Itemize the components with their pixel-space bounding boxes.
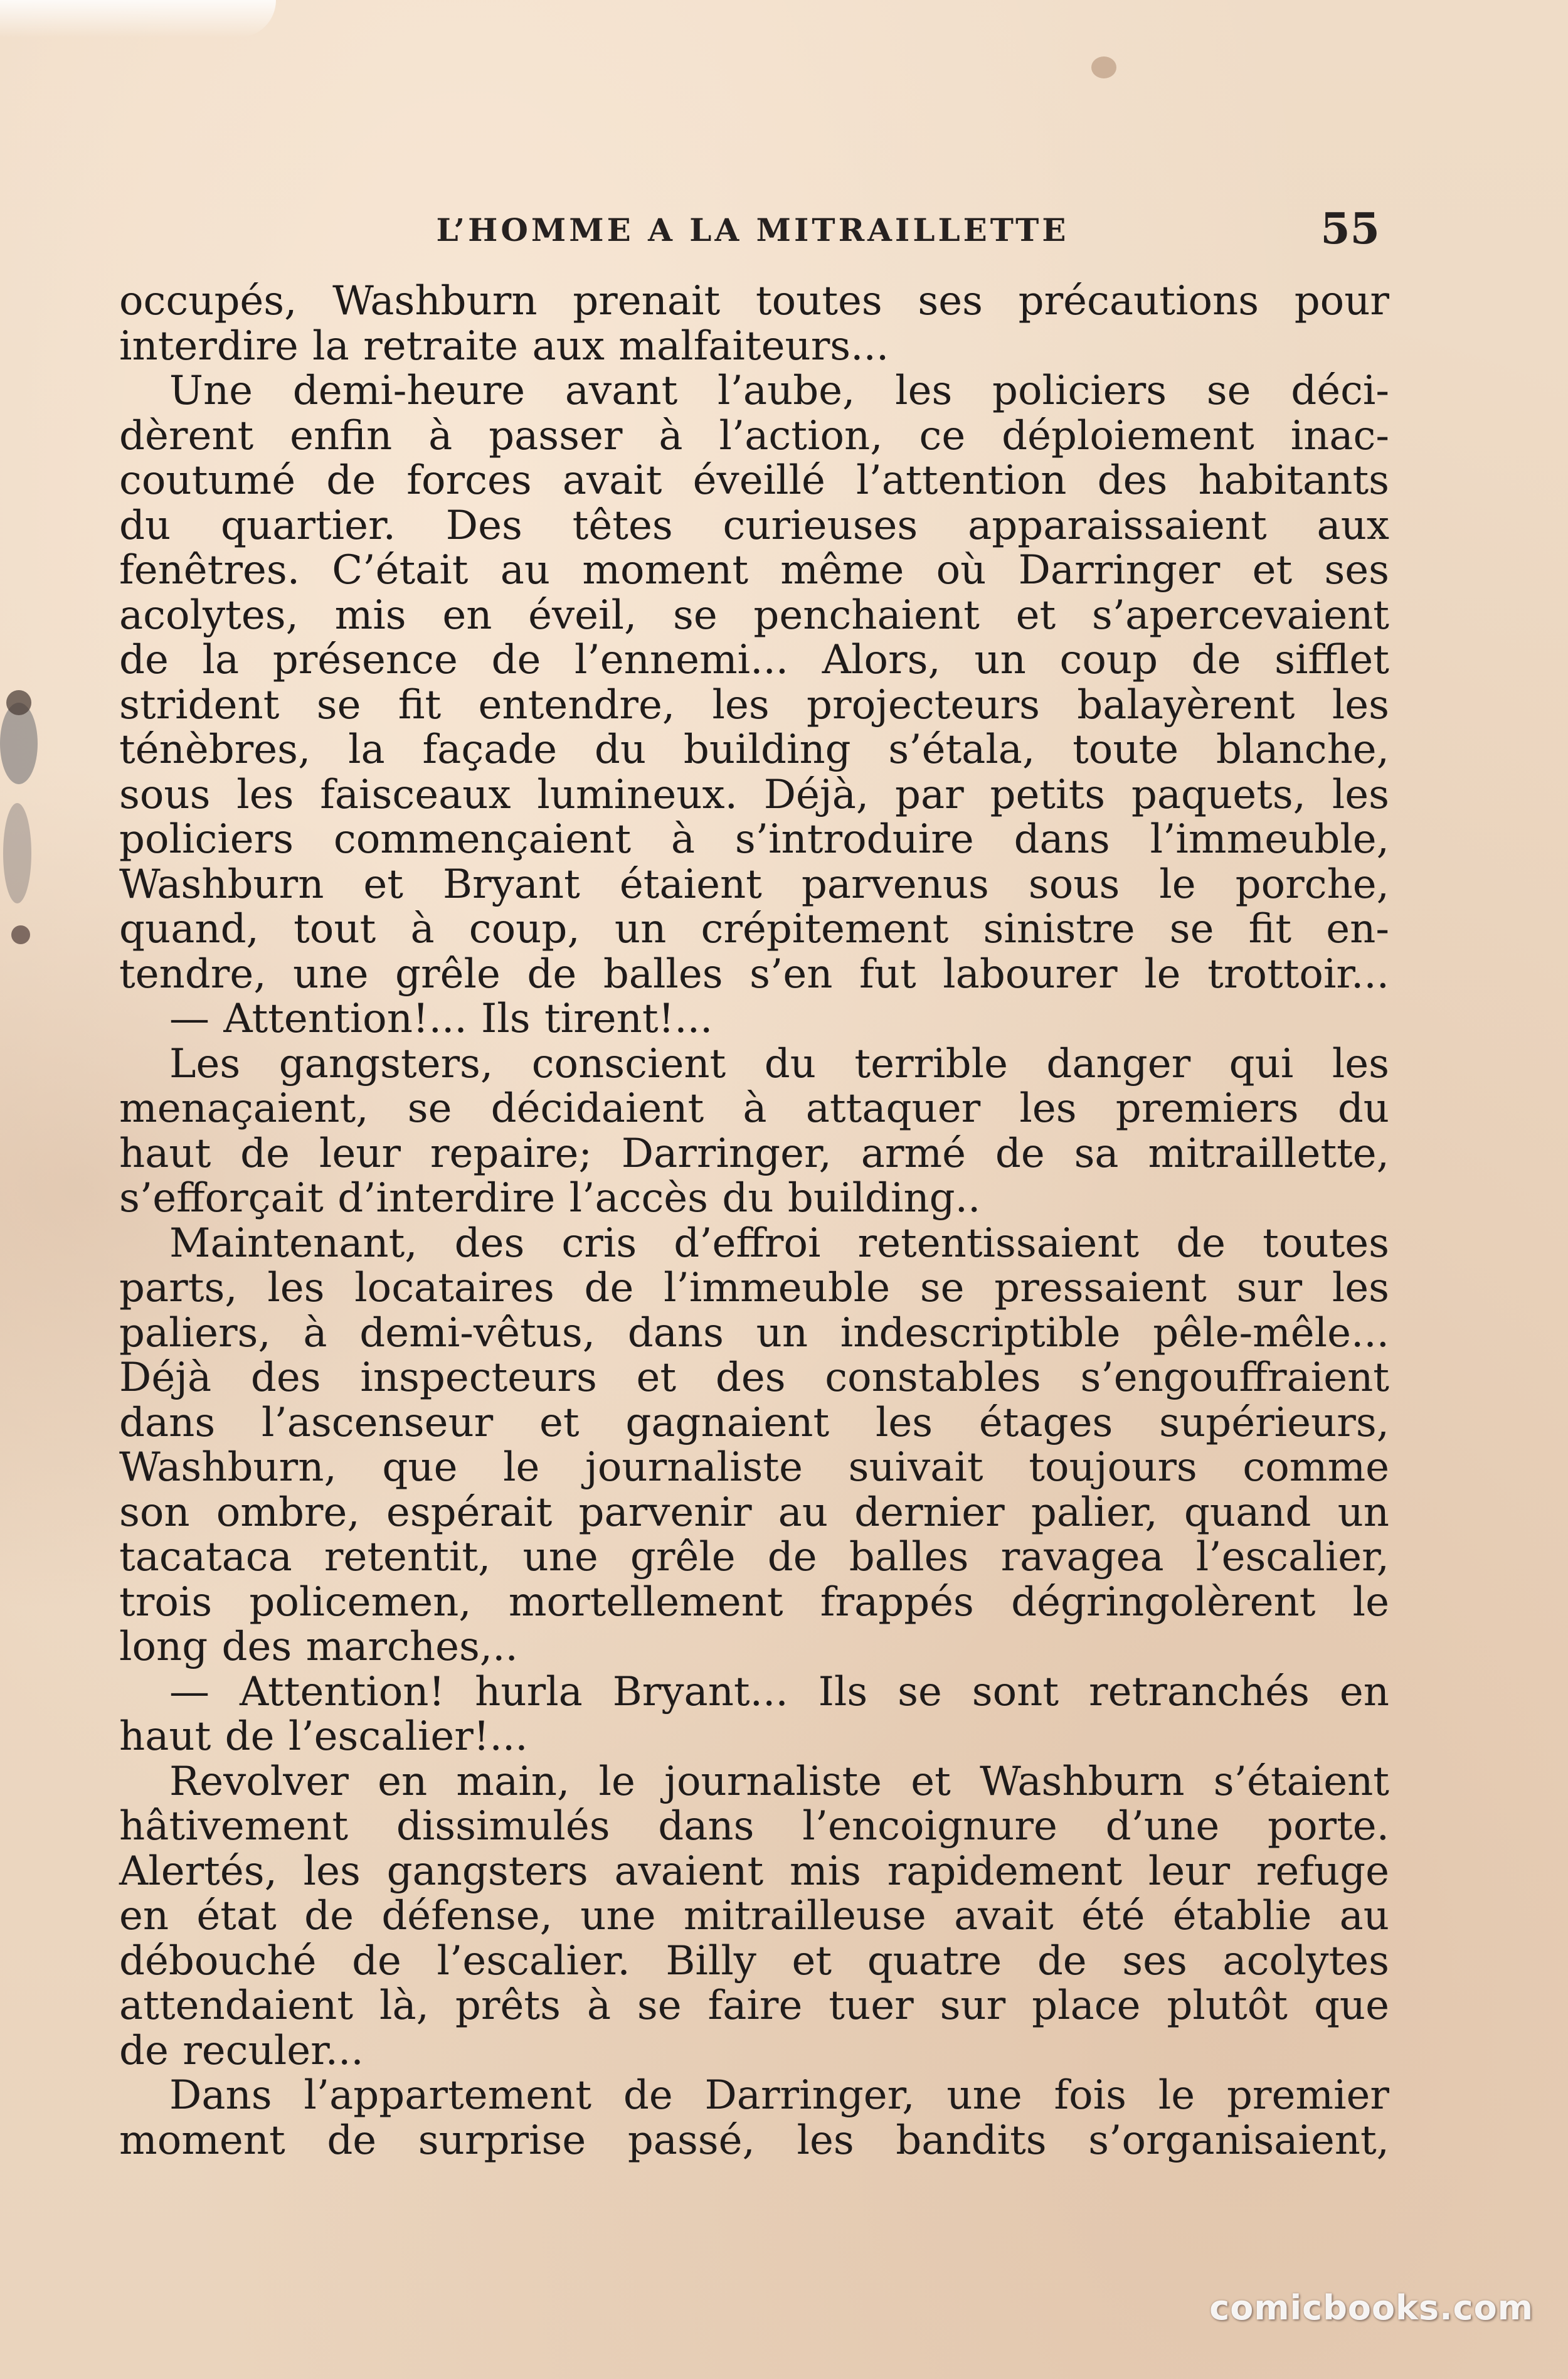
text-line: acolytes, mis en éveil, se penchaient et s’apercevaient xyxy=(119,592,1389,639)
text-line: son ombre, espérait parvenir au dernier palier, quand un xyxy=(119,1489,1389,1536)
page-number: 55 xyxy=(1320,204,1380,254)
page-stain xyxy=(0,703,38,784)
text-line: Maintenant, des cris d’effroi retentissaient de toutes xyxy=(169,1220,1389,1267)
text-line: strident se fit entendre, les projecteurs balayèrent les xyxy=(119,681,1389,728)
text-line: Revolver en main, le journaliste et Washburn s’étaient xyxy=(169,1758,1389,1805)
body-text xyxy=(119,279,1389,2163)
page-stain xyxy=(1091,56,1116,78)
text-line: du quartier. Des têtes curieuses apparaissaient aux xyxy=(119,502,1389,549)
text-line: Une demi-heure avant l’aube, les policiers se déci- xyxy=(169,368,1389,414)
text-line: quand, tout à coup, un crépitement sinistre se fit en- xyxy=(119,906,1389,952)
text-line: Washburn et Bryant étaient parvenus sous le porche, xyxy=(119,861,1389,908)
text-line: paliers, à demi-vêtus, dans un indescriptible pêle-mêle... xyxy=(119,1309,1389,1356)
text-line: policiers commençaient à s’introduire dans l’immeuble, xyxy=(119,816,1389,863)
text-line: — Attention! hurla Bryant... Ils se sont retranchés en xyxy=(169,1668,1389,1715)
text-line: attendaient là, prêts à se faire tuer sur place plutôt que xyxy=(119,1982,1389,2029)
text-line: long des marches,.. xyxy=(119,1624,518,1670)
text-line: moment de surprise passé, les bandits s’organisaient, xyxy=(119,2117,1389,2164)
text-line: menaçaient, se décidaient à attaquer les premiers du xyxy=(119,1085,1389,1132)
text-line: Washburn, que le journaliste suivait toujours comme xyxy=(119,1444,1389,1491)
page-corner-wear xyxy=(0,0,276,38)
text-line: tendre, une grêle de balles s’en fut labourer le trottoir... xyxy=(119,950,1389,998)
text-line: Dans l’appartement de Darringer, une fois le premier xyxy=(169,2072,1389,2119)
text-line: trois policemen, mortellement frappés dégringolèrent le xyxy=(119,1578,1389,1626)
text-line: sous les faisceaux lumineux. Déjà, par petits paquets, les xyxy=(119,771,1389,818)
text-line: haut de l’escalier!... xyxy=(119,1713,528,1760)
text-line: interdire la retraite aux malfaiteurs... xyxy=(119,322,889,370)
text-line: — Attention!... Ils tirent!... xyxy=(169,996,713,1042)
text-line: Les gangsters, conscient du terrible danger qui les xyxy=(169,1040,1389,1087)
text-line: Déjà des inspecteurs et des constables s’engouffraient xyxy=(119,1354,1389,1401)
text-line: haut de leur repaire; Darringer, armé de sa mitraillette, xyxy=(119,1130,1389,1177)
page-stain xyxy=(3,803,31,903)
text-line: de reculer... xyxy=(119,2027,364,2074)
running-title: L’HOMME A LA MITRAILLETTE xyxy=(436,211,1069,248)
text-line: parts, les locataires de l’immeuble se pressaient sur les xyxy=(119,1265,1389,1311)
text-line: coutumé de forces avait éveillé l’attention des habitants xyxy=(119,457,1389,504)
watermark: comicbooks.com xyxy=(1209,2288,1534,2328)
text-line: débouché de l’escalier. Billy et quatre de ses acolytes xyxy=(119,1937,1389,1984)
text-line: dèrent enfin à passer à l’action, ce déploiement inac- xyxy=(119,412,1389,459)
page-stain xyxy=(6,690,31,715)
text-line: fenêtres. C’était au moment même où Darringer et ses xyxy=(119,547,1389,593)
text-line: hâtivement dissimulés dans l’encoignure d’une porte. xyxy=(119,1803,1389,1849)
text-line: occupés, Washburn prenait toutes ses précautions pour xyxy=(119,278,1389,324)
page-stain xyxy=(11,925,30,944)
text-line: tacataca retentit, une grêle de balles ravagea l’escalier, xyxy=(119,1534,1389,1580)
text-line: de la présence de l’ennemi... Alors, un coup de sifflet xyxy=(119,637,1389,683)
text-line: en état de défense, une mitrailleuse avait été établie au xyxy=(119,1893,1389,1939)
text-line: Alertés, les gangsters avaient mis rapidement leur refuge xyxy=(119,1848,1389,1895)
text-line: s’efforçait d’interdire l’accès du building.. xyxy=(119,1175,981,1221)
text-line: dans l’ascenseur et gagnaient les étages supérieurs, xyxy=(119,1399,1389,1446)
text-line: ténèbres, la façade du building s’étala, toute blanche, xyxy=(119,726,1389,773)
page-header xyxy=(119,204,1386,260)
